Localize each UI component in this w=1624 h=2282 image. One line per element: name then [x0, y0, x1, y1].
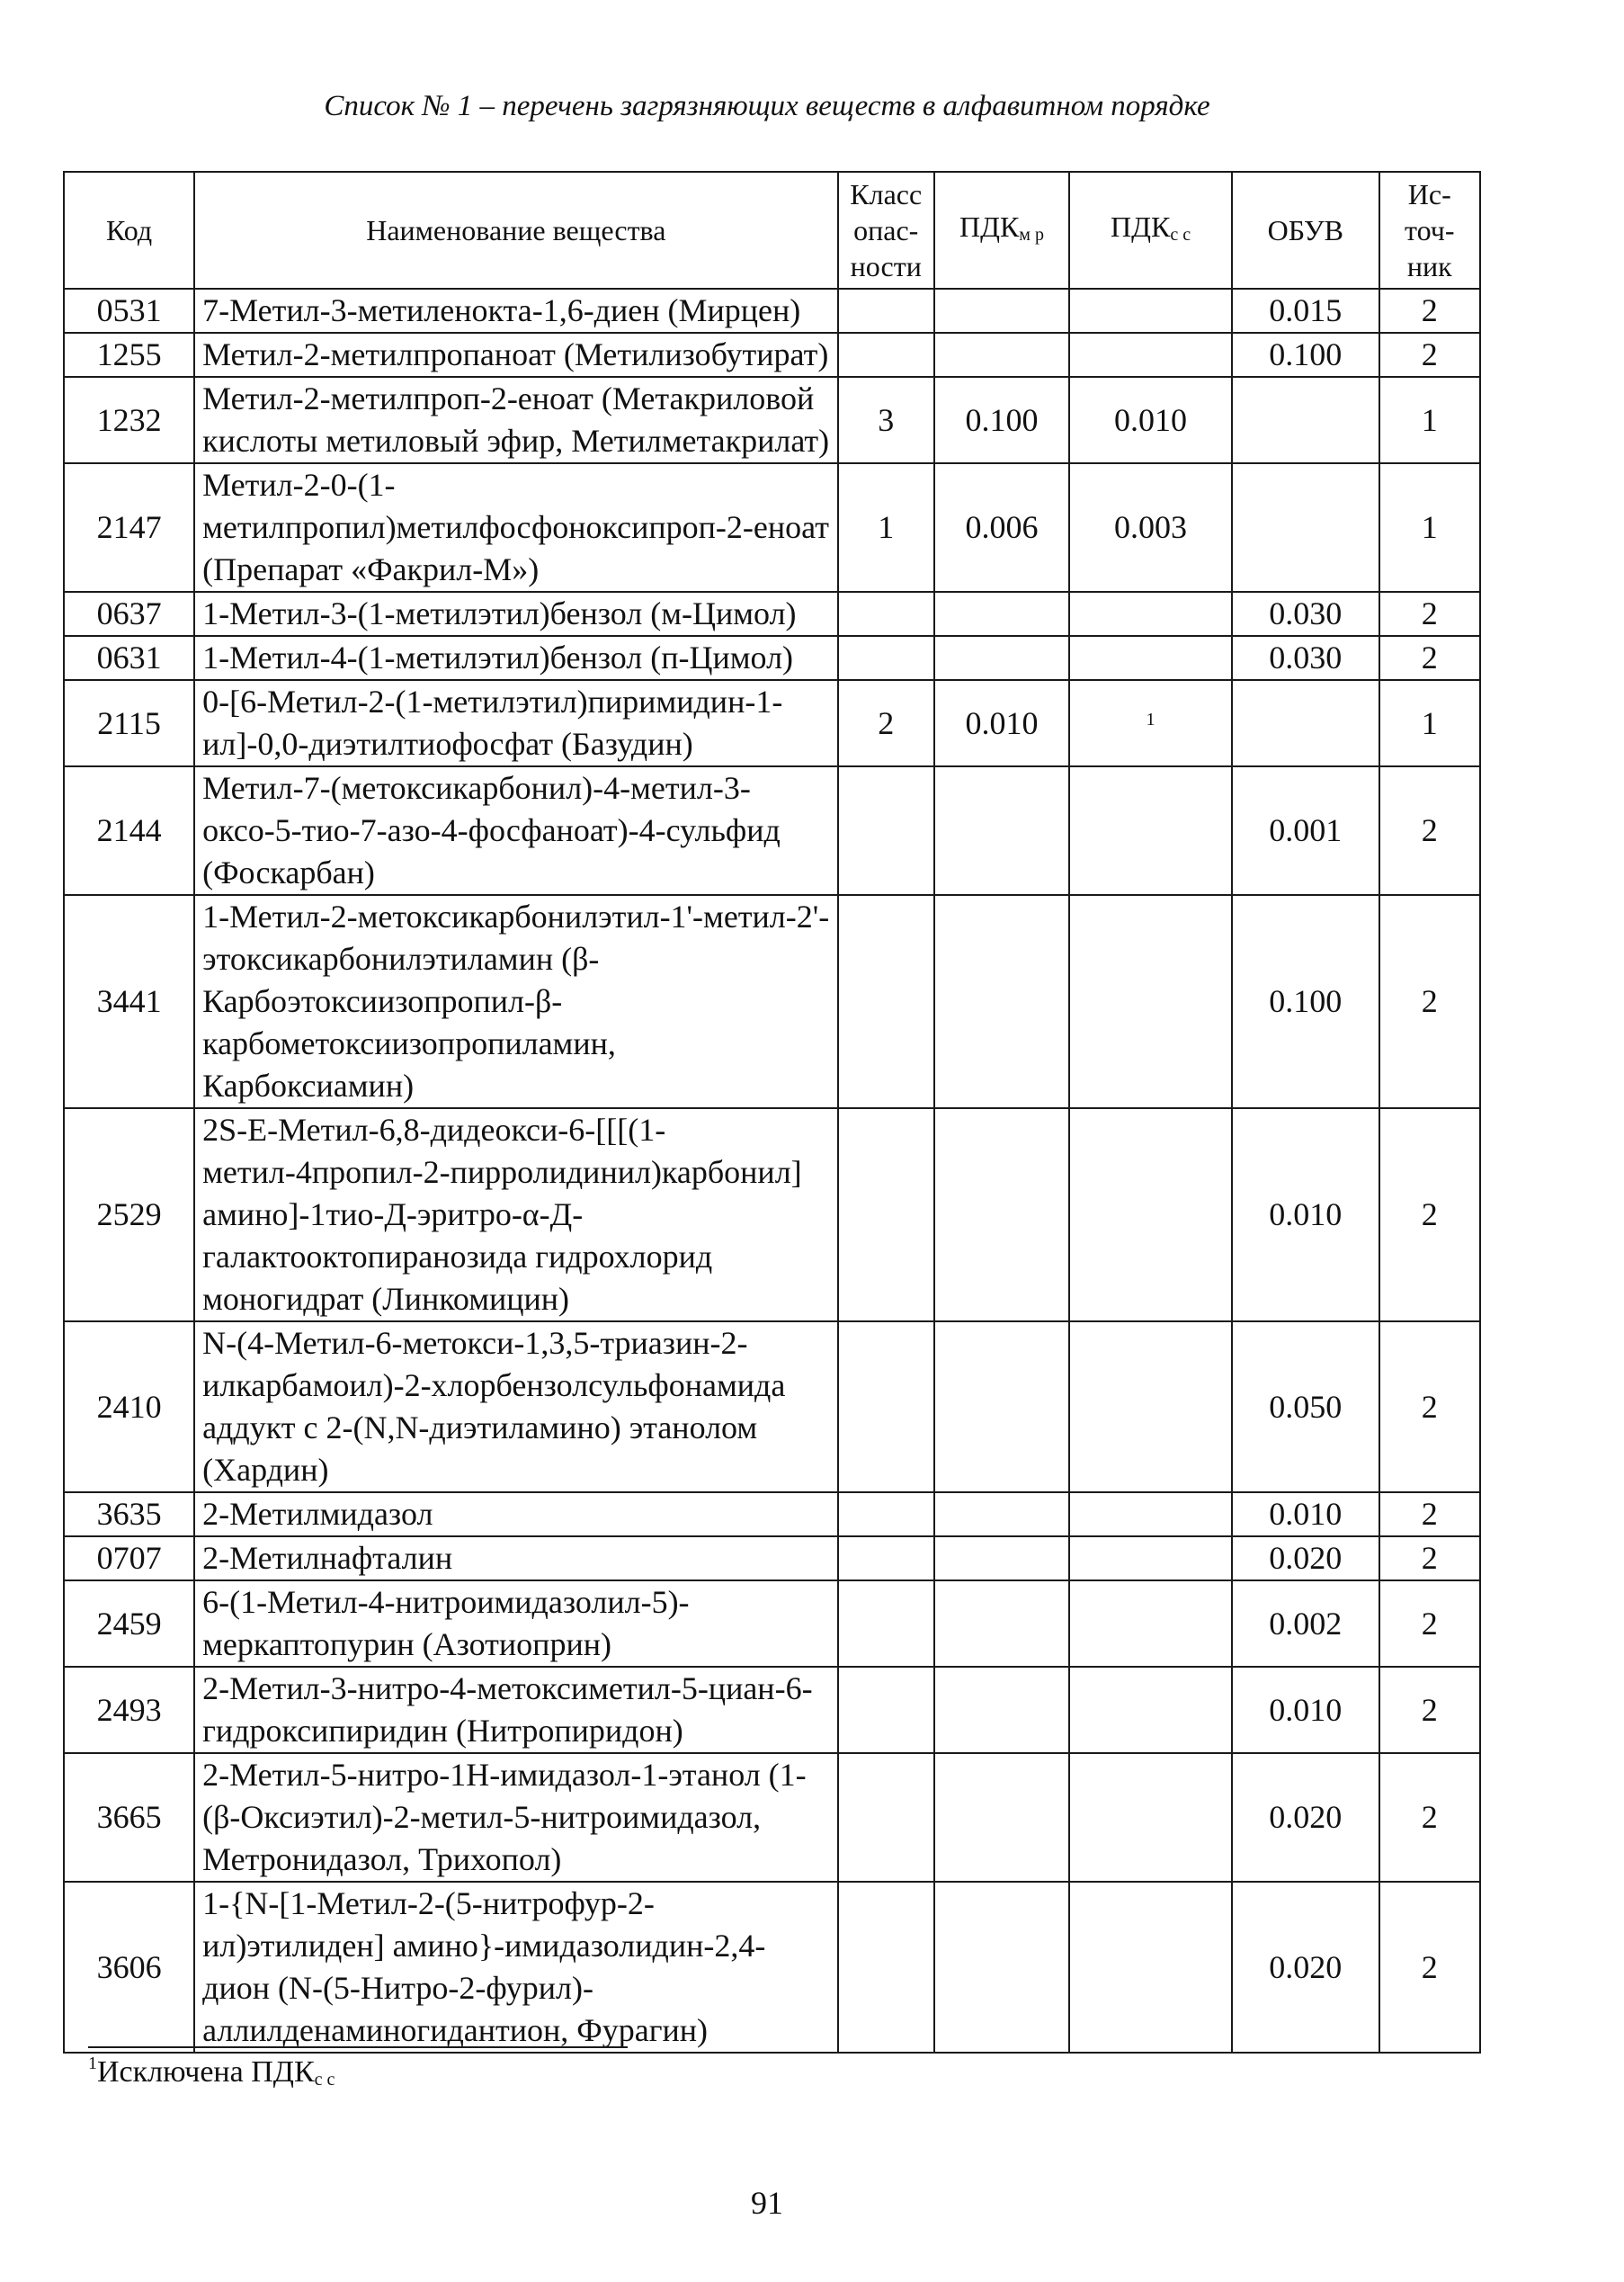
- footnote: [88, 2054, 335, 2090]
- cell-pdk-mr: [934, 1753, 1069, 1882]
- cell-pdk-ss: [1069, 592, 1232, 636]
- table-row: [64, 1580, 1480, 1667]
- cell-name: Метил-2-метилпропаноат (Метилизобутират): [194, 333, 837, 377]
- cell-code: 2410: [64, 1321, 194, 1492]
- cell-pdk-ss: [1069, 636, 1232, 680]
- cell-pdk-ss: [1069, 895, 1232, 1108]
- cell-code: 3635: [64, 1492, 194, 1536]
- cell-class: 2: [838, 680, 934, 766]
- cell-source: 2: [1379, 1667, 1480, 1753]
- cell-code: 2459: [64, 1580, 194, 1667]
- cell-class: [838, 1667, 934, 1753]
- table-row: [64, 463, 1480, 592]
- cell-code: 1232: [64, 377, 194, 463]
- cell-pdk-mr: [934, 1492, 1069, 1536]
- cell-pdk-mr: [934, 1882, 1069, 2053]
- cell-name: 2-Метилмидазол: [194, 1492, 837, 1536]
- cell-pdk-mr: [934, 636, 1069, 680]
- table-row: [64, 636, 1480, 680]
- cell-obuv: 0.100: [1232, 333, 1379, 377]
- cell-pdk-ss: 0.003: [1069, 463, 1232, 592]
- table-row: [64, 1492, 1480, 1536]
- cell-pdk-ss: [1069, 680, 1232, 766]
- cell-pdk-mr: [934, 895, 1069, 1108]
- cell-name: 1-{N-[1-Метил-2-(5-нитрофур-2-ил)этилиден] амино}-имидазолидин-2,4-дион (N-(5-Нитро-2-фурил)-аллилденаминогидантион, Фурагин): [194, 1882, 837, 2053]
- cell-pdk-ss: [1069, 1321, 1232, 1492]
- cell-source: 2: [1379, 333, 1480, 377]
- cell-source: 2: [1379, 1882, 1480, 2053]
- table-row: [64, 333, 1480, 377]
- cell-code: 3606: [64, 1882, 194, 2053]
- table-row: [64, 1321, 1480, 1492]
- cell-class: 3: [838, 377, 934, 463]
- cell-obuv: 0.010: [1232, 1667, 1379, 1753]
- cell-code: 2144: [64, 766, 194, 895]
- table-row: [64, 1667, 1480, 1753]
- cell-name: 0-[6-Метил-2-(1-метилэтил)пиримидин-1-ил]-0,0-диэтилтиофосфат (Базудин): [194, 680, 837, 766]
- col-header-pdk-ss: $ПДК_{с с}$: [1069, 172, 1232, 289]
- cell-obuv: 0.002: [1232, 1580, 1379, 1667]
- table-row: [64, 377, 1480, 463]
- cell-obuv: [1232, 680, 1379, 766]
- cell-pdk-ss: [1069, 1667, 1232, 1753]
- cell-class: [838, 1108, 934, 1321]
- cell-pdk-mr: 0.100: [934, 377, 1069, 463]
- cell-class: [838, 1321, 934, 1492]
- cell-class: [838, 333, 934, 377]
- cell-name: 2S-E-Метил-6,8-дидеокси-6-[[[(1-метил-4пропил-2-пирролидинил)карбонил] амино]-1тио-Д-эритро-α-Д-галактооктопиранозида гидрохлорид моногидрат (Линкомицин): [194, 1108, 837, 1321]
- cell-source: 2: [1379, 1492, 1480, 1536]
- cell-class: [838, 1536, 934, 1580]
- cell-code: 1255: [64, 333, 194, 377]
- cell-source: 2: [1379, 1753, 1480, 1882]
- cell-source: 2: [1379, 592, 1480, 636]
- page-number: 91: [751, 2185, 783, 2221]
- cell-pdk-mr: [934, 333, 1069, 377]
- cell-pdk-mr: [934, 1536, 1069, 1580]
- cell-class: 1: [838, 463, 934, 592]
- cell-pdk-mr: [934, 289, 1069, 333]
- col-header-source: Ис- точ- ник: [1379, 172, 1480, 289]
- cell-class: [838, 636, 934, 680]
- cell-class: [838, 895, 934, 1108]
- cell-code: 2147: [64, 463, 194, 592]
- cell-code: 3665: [64, 1753, 194, 1882]
- cell-source: 2: [1379, 1580, 1480, 1667]
- cell-code: 0707: [64, 1536, 194, 1580]
- cell-source: 2: [1379, 1536, 1480, 1580]
- cell-name: 1-Метил-4-(1-метилэтил)бензол (п-Цимол): [194, 636, 837, 680]
- cell-pdk-ss: [1069, 1882, 1232, 2053]
- cell-pdk-ss: [1069, 1492, 1232, 1536]
- cell-name: 2-Метил-3-нитро-4-метоксиметил-5-циан-6-гидроксипиридин (Нитропиридон): [194, 1667, 837, 1753]
- table-row: [64, 680, 1480, 766]
- cell-pdk-ss: [1069, 766, 1232, 895]
- cell-pdk-mr: [934, 1108, 1069, 1321]
- cell-name: Метил-2-0-(1-метилпропил)метилфосфоноксипроп-2-еноат (Препарат «Факрил-М»): [194, 463, 837, 592]
- substances-table: [63, 171, 1481, 2054]
- table-row: [64, 766, 1480, 895]
- cell-code: 2529: [64, 1108, 194, 1321]
- cell-pdk-mr: 0.006: [934, 463, 1069, 592]
- col-header-class: Класс опас- ности: [838, 172, 934, 289]
- cell-name: Метил-2-метилпроп-2-еноат (Метакриловой кислоты метиловый эфир, Метилметакрилат): [194, 377, 837, 463]
- footnote-text: Исключена ПДК: [97, 2055, 315, 2089]
- cell-name: 7-Метил-3-метиленокта-1,6-диен (Мирцен): [194, 289, 837, 333]
- table-row: [64, 1882, 1480, 2053]
- cell-pdk-ss: [1069, 333, 1232, 377]
- cell-obuv: 0.100: [1232, 895, 1379, 1108]
- cell-pdk-mr: [934, 1667, 1069, 1753]
- table-header-row: [64, 172, 1480, 289]
- cell-pdk-ss: [1069, 289, 1232, 333]
- cell-obuv: 0.010: [1232, 1108, 1379, 1321]
- cell-pdk-mr: [934, 766, 1069, 895]
- cell-obuv: 0.020: [1232, 1753, 1379, 1882]
- cell-name: 2-Метилнафталин: [194, 1536, 837, 1580]
- cell-obuv: 0.015: [1232, 289, 1379, 333]
- col-header-pdk-mr: $ПДК_{м р}$: [934, 172, 1069, 289]
- cell-obuv: 0.001: [1232, 766, 1379, 895]
- col-header-code: Код: [64, 172, 194, 289]
- col-header-name: Наименование вещества: [194, 172, 837, 289]
- table-row: [64, 592, 1480, 636]
- cell-source: 2: [1379, 1108, 1480, 1321]
- cell-obuv: 0.020: [1232, 1882, 1379, 2053]
- cell-obuv: 0.030: [1232, 636, 1379, 680]
- table-row: [64, 1753, 1480, 1882]
- cell-pdk-ss: [1069, 1753, 1232, 1882]
- footnote-sub: с с: [314, 2070, 335, 2090]
- cell-source: 1: [1379, 463, 1480, 592]
- page-title: Список № 1 – перечень загрязняющих веществ в алфавитном порядке: [324, 90, 1210, 122]
- cell-code: 3441: [64, 895, 194, 1108]
- cell-code: 2493: [64, 1667, 194, 1753]
- cell-source: 2: [1379, 289, 1480, 333]
- cell-pdk-ss: [1069, 1580, 1232, 1667]
- cell-obuv: 0.030: [1232, 592, 1379, 636]
- cell-name: 2-Метил-5-нитро-1Н-имидазол-1-этанол (1-(β-Оксиэтил)-2-метил-5-нитроимидазол, Метронидазол, Трихопол): [194, 1753, 837, 1882]
- cell-source: 2: [1379, 766, 1480, 895]
- cell-class: [838, 289, 934, 333]
- cell-obuv: [1232, 463, 1379, 592]
- col-header-obuv: ОБУВ: [1232, 172, 1379, 289]
- cell-pdk-ss: 0.010: [1069, 377, 1232, 463]
- cell-class: [838, 592, 934, 636]
- cell-code: 0531: [64, 289, 194, 333]
- cell-obuv: 0.050: [1232, 1321, 1379, 1492]
- cell-class: [838, 1753, 934, 1882]
- cell-source: 1: [1379, 377, 1480, 463]
- table-row: [64, 289, 1480, 333]
- cell-pdk-ss: [1069, 1536, 1232, 1580]
- cell-pdk-mr: 0.010: [934, 680, 1069, 766]
- footnote-mark: 1: [88, 2054, 97, 2073]
- cell-name: N-(4-Метил-6-метокси-1,3,5-триазин-2-илкарбамоил)-2-хлорбензолсульфонамида аддукт с 2-(N,N-диэтиламино) этанолом (Хардин): [194, 1321, 837, 1492]
- table-row: [64, 1536, 1480, 1580]
- cell-name: 1-Метил-2-метоксикарбонилэтил-1'-метил-2'-этоксикарбонилэтиламин (β-Карбоэтоксиизопропил-β-карбометоксиизопропиламин, Карбоксиамин): [194, 895, 837, 1108]
- cell-pdk-mr: [934, 1580, 1069, 1667]
- cell-code: 2115: [64, 680, 194, 766]
- cell-source: 2: [1379, 895, 1480, 1108]
- cell-obuv: 0.010: [1232, 1492, 1379, 1536]
- cell-source: 2: [1379, 1321, 1480, 1492]
- cell-code: 0637: [64, 592, 194, 636]
- cell-obuv: [1232, 377, 1379, 463]
- cell-source: 2: [1379, 636, 1480, 680]
- cell-pdk-ss: [1069, 1108, 1232, 1321]
- table-row: [64, 1108, 1480, 1321]
- cell-pdk-mr: [934, 1321, 1069, 1492]
- cell-name: 6-(1-Метил-4-нитроимидазолил-5)-меркаптопурин (Азотиоприн): [194, 1580, 837, 1667]
- cell-code: 0631: [64, 636, 194, 680]
- cell-obuv: 0.020: [1232, 1536, 1379, 1580]
- cell-pdk-mr: [934, 592, 1069, 636]
- cell-class: [838, 766, 934, 895]
- cell-source: 1: [1379, 680, 1480, 766]
- cell-class: [838, 1580, 934, 1667]
- cell-name: Метил-7-(метоксикарбонил)-4-метил-3-оксо-5-тио-7-азо-4-фосфаноат)-4-сульфид (Фоскарбан): [194, 766, 837, 895]
- table-row: [64, 895, 1480, 1108]
- cell-class: [838, 1492, 934, 1536]
- footnote-ref-mark: 1: [1146, 709, 1156, 729]
- cell-name: 1-Метил-3-(1-метилэтил)бензол (м-Цимол): [194, 592, 837, 636]
- cell-class: [838, 1882, 934, 2053]
- footnote-rule: [88, 2046, 628, 2048]
